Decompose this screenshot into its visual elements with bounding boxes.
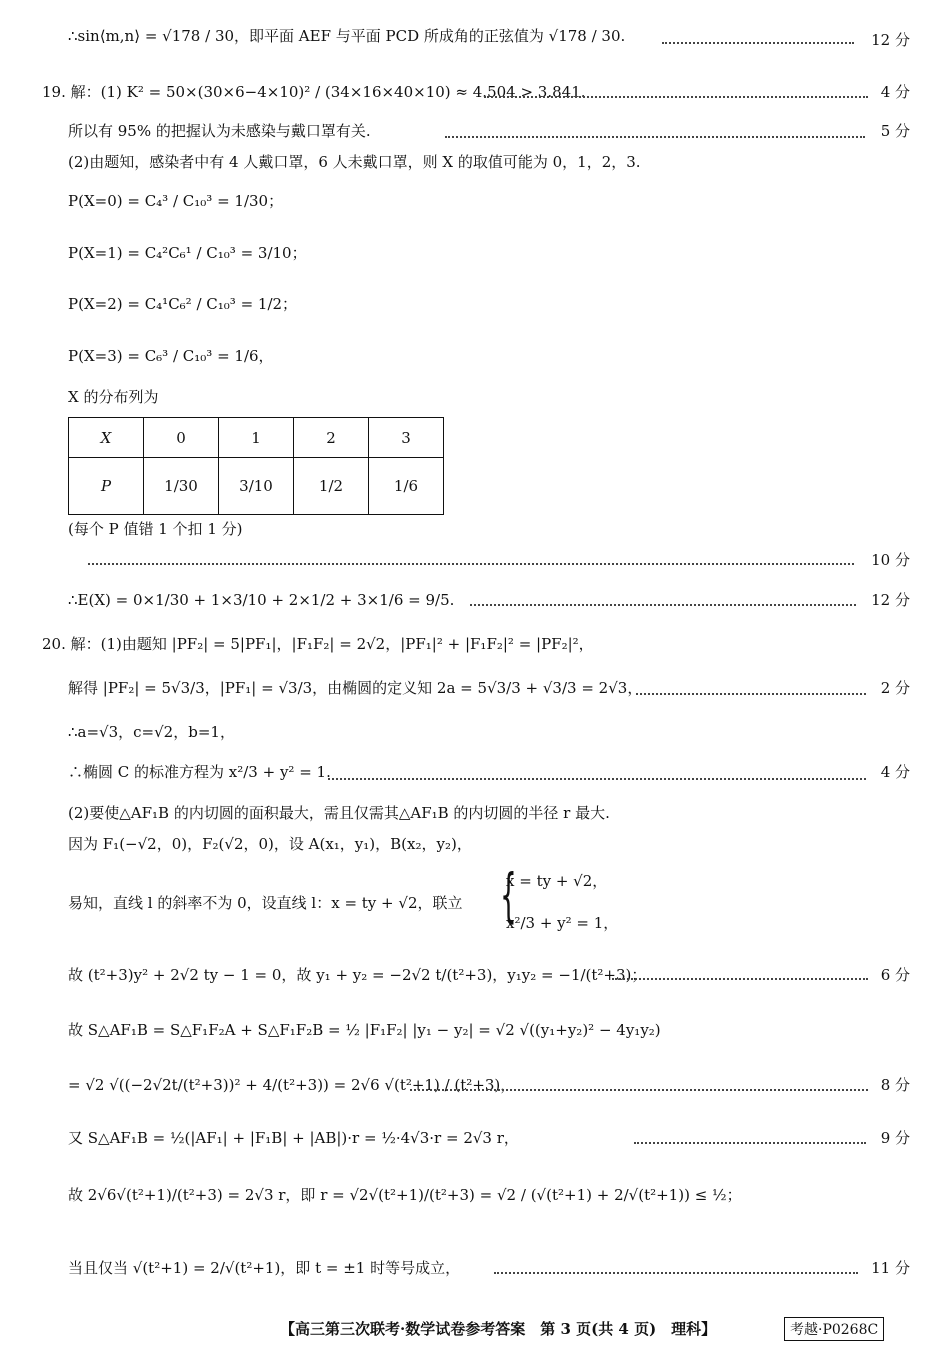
- table-row: [69, 458, 444, 515]
- paper-code-badge: 考越·P0268C: [784, 1317, 884, 1341]
- row-label-p: P: [69, 458, 144, 515]
- system-eq-2: x²/3 + y² = 1，: [506, 914, 619, 932]
- prob-x2: P(X=2) = C₄¹C₆² / C₁₀³ = 1/2；: [68, 295, 298, 313]
- p-value: 1/2: [294, 458, 369, 515]
- row-label-x: X: [69, 418, 144, 458]
- p-value: 3/10: [219, 458, 294, 515]
- solution-20-part2: (2)要使△AF₁B 的内切圆的面积最大，需且仅需其△AF₁B 的内切圆的半径 r 最大.: [68, 804, 610, 822]
- brace-icon: {: [500, 861, 517, 929]
- prob-x0: P(X=0) = C₄³ / C₁₀³ = 1/30；: [68, 192, 284, 210]
- solution-19-k2: 19. 解：(1) K² = 50×(30×6−4×10)² / (34×16×40×10) ≈ 4.504 > 3.841.: [42, 83, 586, 101]
- score-mark: 6 分: [880, 966, 910, 984]
- dot-leader: [634, 1142, 866, 1144]
- dot-leader: [410, 1089, 868, 1091]
- dot-leader: [612, 978, 868, 980]
- solution-20-equality: 当且仅当 √(t²+1) = 2/√(t²+1)，即 t = ±1 时等号成立，: [68, 1259, 461, 1277]
- dot-leader: [662, 42, 854, 44]
- p-value: 1/6: [369, 458, 444, 515]
- x-value: 2: [294, 418, 369, 458]
- x-value: 1: [219, 418, 294, 458]
- score-mark: 10 分: [871, 551, 910, 569]
- dot-leader: [636, 693, 866, 695]
- solution-20-radius-bound: 故 2√6√(t²+1)/(t²+3) = 2√3 r，即 r = √2√(t²+1)/(t²+3) = √2 / (√(t²+1) + 2/√(t²+1)) ≤ ½；: [68, 1186, 742, 1204]
- page-footer: 【高三第三次联考·数学试卷参考答案 第 3 页(共 4 页) 理科】: [280, 1320, 717, 1338]
- solution-20-area: 故 S△AF₁B = S△F₁F₂A + S△F₁F₂B = ½ |F₁F₂| |y₁ − y₂| = √2 √((y₁+y₂)² − 4y₁y₂): [68, 1021, 661, 1039]
- score-mark: 2 分: [880, 679, 910, 697]
- distribution-title: X 的分布列为: [68, 388, 159, 406]
- table-row: [69, 418, 444, 458]
- x-value: 3: [369, 418, 444, 458]
- solution-20-ellipse: ∴椭圆 C 的标准方程为 x²/3 + y² = 1.: [68, 763, 331, 781]
- dot-leader: [328, 778, 866, 780]
- solution-20-part1: 20. 解：(1)由题知 |PF₂| = 5|PF₁|，|F₁F₂| = 2√2，|PF₁|² + |F₁F₂|² = |PF₂|²，: [42, 635, 594, 653]
- distribution-table: [68, 417, 444, 515]
- prob-x1: P(X=1) = C₄²C₆¹ / C₁₀³ = 3/10；: [68, 244, 307, 262]
- grading-note: (每个 P 值错 1 个扣 1 分): [68, 520, 243, 538]
- dot-leader: [470, 604, 856, 606]
- expectation-line: ∴E(X) = 0×1/30 + 1×3/10 + 2×1/2 + 3×1/6 = 9/5.: [68, 591, 455, 609]
- score-mark: 4 分: [880, 83, 910, 101]
- solution-20-line: 易知，直线 l 的斜率不为 0，设直线 l：x = ty + √2，联立: [68, 894, 463, 912]
- dot-leader: [494, 1272, 858, 1274]
- p-value: 1/30: [144, 458, 219, 515]
- solution-20-area-radius: 又 S△AF₁B = ½(|AF₁| + |F₁B| + |AB|)·r = ½·4√3·r = 2√3 r，: [68, 1129, 519, 1147]
- solution-line-18-conclusion: ∴sin⟨m,n⟩ = √178 / 30，即平面 AEF 与平面 PCD 所成角的正弦值为 √178 / 30.: [68, 27, 626, 45]
- solution-19-conclusion: 所以有 95% 的把握认为未感染与戴口罩有关.: [68, 122, 371, 140]
- solution-20-vieta: 故 (t²+3)y² + 2√2 ty − 1 = 0，故 y₁ + y₂ = −2√2 t/(t²+3)，y₁y₂ = −1/(t²+3)；: [68, 966, 647, 984]
- dot-leader: [88, 563, 854, 565]
- score-mark: 12 分: [871, 31, 910, 49]
- x-value: 0: [144, 418, 219, 458]
- score-mark: 11 分: [871, 1259, 910, 1277]
- score-mark: 8 分: [880, 1076, 910, 1094]
- solution-20-solve: 解得 |PF₂| = 5√3/3，|PF₁| = √3/3，由椭圆的定义知 2a = 5√3/3 + √3/3 = 2√3，: [68, 679, 643, 697]
- score-mark: 9 分: [880, 1129, 910, 1147]
- solution-20-points: 因为 F₁(−√2，0)，F₂(√2，0)，设 A(x₁，y₁)，B(x₂，y₂)，: [68, 835, 472, 853]
- score-mark: 4 分: [880, 763, 910, 781]
- score-mark: 12 分: [871, 591, 910, 609]
- solution-20-area-simplify: = √2 √((−2√2t/(t²+3))² + 4/(t²+3)) = 2√6 √(t²+1) / (t²+3)，: [68, 1076, 516, 1094]
- prob-x3: P(X=3) = C₆³ / C₁₀³ = 1/6，: [68, 347, 274, 365]
- dot-leader: [484, 96, 868, 98]
- dot-leader: [445, 136, 865, 138]
- score-mark: 5 分: [880, 122, 910, 140]
- solution-20-abc: ∴a=√3，c=√2，b=1，: [68, 723, 235, 741]
- solution-19-part2: (2)由题知，感染者中有 4 人戴口罩，6 人未戴口罩，则 X 的取值可能为 0，1，2，3.: [68, 153, 641, 171]
- system-eq-1: x = ty + √2，: [506, 872, 608, 890]
